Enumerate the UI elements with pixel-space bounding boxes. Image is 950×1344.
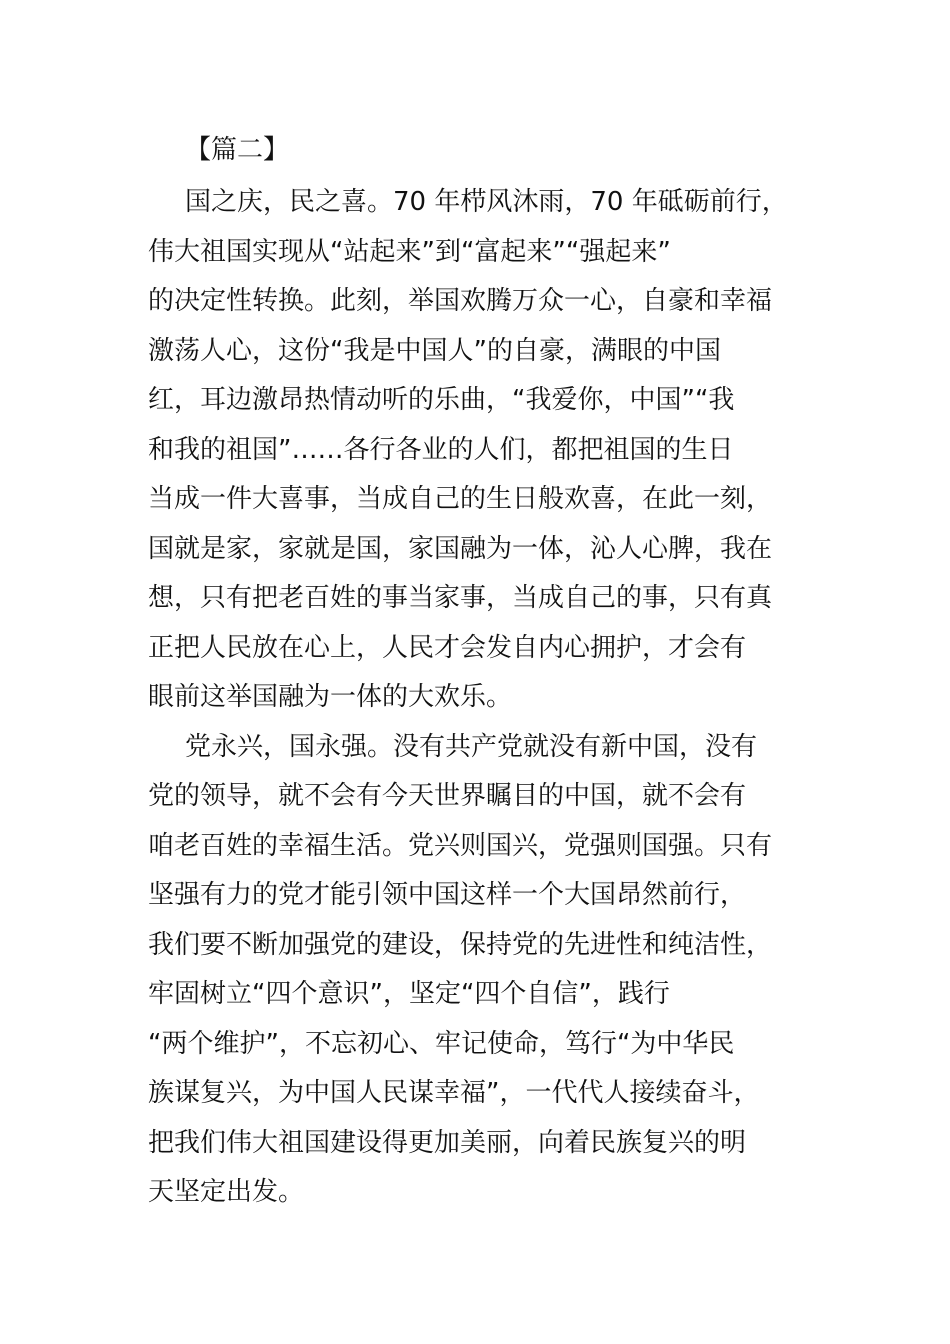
paragraph-line: 伟大祖国实现从“站起来”到“富起来”“强起来” [148,237,671,267]
paragraph-line: 的决定性转换。此刻，举国欢腾万众一心，自豪和幸福 [148,286,773,316]
paragraph-line: 党永兴，国永强。没有共产党就没有新中国，没有 [185,732,758,762]
section-heading: 【篇二】 [185,135,290,165]
paragraph-line: “两个维护”，不忘初心、牢记使命，笃行“为中华民 [148,1029,735,1059]
paragraph-line: 把我们伟大祖国建设得更加美丽，向着民族复兴的明 [148,1128,747,1158]
paragraph-line: 天坚定出发。 [148,1177,305,1207]
paragraph-line: 坚强有力的党才能引领中国这样一个大国昂然前行， [148,880,747,910]
paragraph-line: 激荡人心，这份“我是中国人”的自豪，满眼的中国 [148,336,721,366]
paragraph-line: 和我的祖国”……各行各业的人们，都把祖国的生日 [148,435,734,465]
paragraph-line: 正把人民放在心上，人民才会发自内心拥护，才会有 [148,633,747,663]
paragraph-line: 咱老百姓的幸福生活。党兴则国兴，党强则国强。只有 [148,831,773,861]
paragraph-line: 红，耳边激昂热情动听的乐曲，“我爱你，中国”“我 [148,385,735,415]
paragraph-line: 牢固树立“四个意识”，坚定“四个自信”，践行 [148,979,670,1009]
paragraph-line: 党的领导，就不会有今天世界瞩目的中国，就不会有 [148,781,747,811]
paragraph-line: 想，只有把老百姓的事当家事，当成自己的事，只有真 [148,583,773,613]
paragraph-line: 族谋复兴，为中国人民谋幸福”，一代代人接续奋斗， [148,1078,760,1108]
paragraph-line: 国之庆，民之喜。70 年栉风沐雨，70 年砥砺前行， [185,187,788,217]
paragraph-line: 国就是家，家就是国，家国融为一体，沁人心脾，我在 [148,534,773,564]
paragraph-line: 我们要不断加强党的建设，保持党的先进性和纯洁性， [148,930,773,960]
paragraph-line: 当成一件大喜事，当成自己的生日般欢喜，在此一刻， [148,484,773,514]
paragraph-line: 眼前这举国融为一体的大欢乐。 [148,682,513,712]
